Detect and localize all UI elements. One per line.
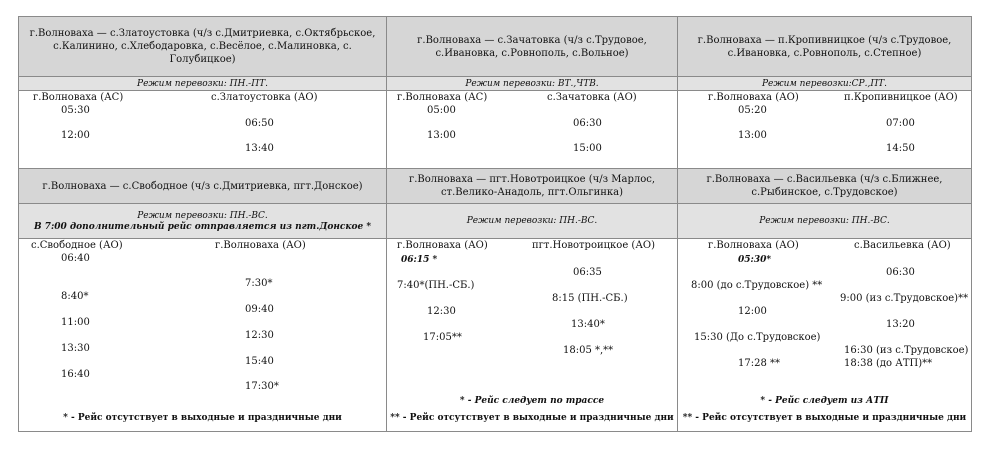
- departure-time: 12:00: [738, 306, 767, 317]
- origin-stop: г.Волноваха (АС): [397, 92, 488, 103]
- departure-time: 05:00: [427, 105, 456, 116]
- origin-stop: г.Волноваха (АС): [33, 92, 124, 103]
- schedule-mode: [19, 204, 386, 239]
- footnote: ** - Рейс отсутствует в выходные и праздничные дни: [390, 413, 674, 423]
- route-header: [387, 17, 677, 77]
- departure-time: 13:30: [61, 343, 90, 354]
- route-title: г.Волноваха — с.Васильевка (ч/з с.Ближнее, с.Рыбинское, с.Трудовское): [706, 174, 943, 198]
- arrival-time: 13:40*: [571, 319, 605, 330]
- departure-time-first: [401, 254, 437, 266]
- schedule-mode: Режим перевозки:СР.,ПТ.: [678, 77, 971, 91]
- schedule-mode: Режим перевозки: ВТ.,ЧТВ.: [387, 77, 677, 91]
- departure-time: 11:00: [61, 317, 90, 328]
- destination-stop: с.Златоустовка (АО): [211, 92, 318, 103]
- arrival-time: 8:15 (ПН.-СБ.): [552, 293, 628, 304]
- origin-stop: с.Свободное (АО): [31, 240, 123, 251]
- destination-stop: с.Зачатовка (АО): [547, 92, 637, 103]
- route-header: [19, 169, 386, 204]
- destination-stop: п.Кропивницкое (АО): [844, 92, 958, 103]
- departure-time: 15:30 (До с.Трудовское): [694, 332, 821, 343]
- arrival-time: 18:05 *,**: [563, 345, 614, 356]
- schedule-table: [18, 16, 972, 432]
- arrival-time: 06:30: [573, 118, 602, 129]
- destination-stop: пгт.Новотроицкое (АО): [532, 240, 655, 251]
- route-title: г.Волноваха — п.Кропивницкое (ч/з с.Трудовое, с.Ивановка, с.Ровнополь, с.Степное): [697, 34, 952, 59]
- origin-stop: г.Волноваха (АО): [708, 92, 799, 103]
- departure-time: 12:00: [61, 130, 90, 141]
- arrival-time: 07:00: [886, 118, 915, 129]
- departure-time: 06:40: [61, 253, 90, 264]
- schedule-column-zlatoustovka-svobodnoe: [19, 17, 387, 431]
- footnote: ** - Рейс отсутствует в выходные и праздничные дни: [682, 413, 967, 423]
- arrival-time: 15:00: [573, 143, 602, 154]
- route-header: [678, 169, 971, 204]
- arrival-time: 13:20: [886, 319, 915, 330]
- arrival-time: 06:30: [886, 267, 915, 278]
- footnote: * - Рейс следует по трассе: [459, 396, 605, 406]
- destination-stop: г.Волноваха (АО): [215, 240, 306, 251]
- route-title: г.Волноваха — с.Свободное (ч/з с.Дмитриевка, пгт.Донское): [42, 180, 363, 192]
- departure-time: 05:30: [738, 255, 767, 265]
- departure-time: 16:40: [61, 369, 90, 380]
- footnote: * - Рейс отсутствует в выходные и праздничные дни: [63, 413, 342, 423]
- schedule-mode: Режим перевозки: ПН.-ВС.: [387, 204, 677, 239]
- departure-time: 05:30: [61, 105, 90, 116]
- schedule-mode-days: Режим перевозки: ПН.-ВС.: [137, 211, 268, 221]
- departure-time: 8:00 (до с.Трудовское) **: [691, 280, 823, 291]
- schedule-column-kropivnitskoe-vasilevka: [678, 17, 971, 431]
- destination-stop: с.Васильевка (АО): [854, 240, 951, 251]
- departure-time: 8:40*: [61, 291, 89, 302]
- departure-time: 17:28 **: [738, 358, 780, 369]
- schedule-column-zachatovka-novotroitskoe: [387, 17, 678, 431]
- footnote-mark: *: [432, 255, 438, 265]
- departure-time: 13:00: [427, 130, 456, 141]
- arrival-time: 9:00 (из с.Трудовское)**: [840, 293, 969, 304]
- schedule-mode-extra: В 7:00 дополнительный рейс отправляется из пгт.Донское *: [33, 222, 372, 232]
- footnote: * - Рейс следует из АТП: [760, 396, 889, 406]
- departure-time: 13:00: [738, 130, 767, 141]
- arrival-time: 17:30*: [245, 381, 279, 392]
- departure-time: 05:20: [738, 105, 767, 116]
- departure-time: 7:40*(ПН.-СБ.): [397, 280, 475, 291]
- route-header: [678, 17, 971, 77]
- arrival-time: 16:30 (из с.Трудовское): [844, 345, 969, 356]
- arrival-time: 06:50: [245, 118, 274, 129]
- schedule-mode: Режим перевозки: ПН.-ВС.: [678, 204, 971, 239]
- footnote-mark: *: [766, 255, 772, 265]
- route-title: г.Волноваха — с.Зачатовка (ч/з с.Трудовое, с.Ивановка, с.Ровнополь, с.Вольное): [417, 34, 647, 59]
- departure-time-first: [738, 254, 771, 266]
- route-title: г.Волноваха — с.Златоустовка (ч/з с.Дмитриевка, с.Октябрьское, с.Калинино, с.Хлебодаровка, с.Весёлое, с.Малиновка, с. Голубицкое): [29, 28, 376, 65]
- departure-time: 06:15: [401, 255, 430, 265]
- arrival-time: 09:40: [245, 304, 274, 315]
- arrival-time: 18:38 (до АТП)**: [844, 358, 933, 369]
- departure-time: 12:30: [427, 306, 456, 317]
- origin-stop: г.Волноваха (АО): [397, 240, 488, 251]
- schedule-mode: Режим перевозки: ПН.-ПТ.: [19, 77, 386, 91]
- route-title: г.Волноваха — пгт.Новотроицкое (ч/з Марлос, ст.Велико-Анадоль, пгт.Ольгинка): [408, 174, 656, 198]
- arrival-time: 14:50: [886, 143, 915, 154]
- route-header: [19, 17, 386, 77]
- departure-time: 17:05**: [423, 332, 462, 343]
- origin-stop: г.Волноваха (АО): [708, 240, 799, 251]
- route-header: [387, 169, 677, 204]
- arrival-time: 15:40: [245, 356, 274, 367]
- arrival-time: 12:30: [245, 330, 274, 341]
- arrival-time: 13:40: [245, 143, 274, 154]
- arrival-time: 06:35: [573, 267, 602, 278]
- arrival-time: 7:30*: [245, 278, 273, 289]
